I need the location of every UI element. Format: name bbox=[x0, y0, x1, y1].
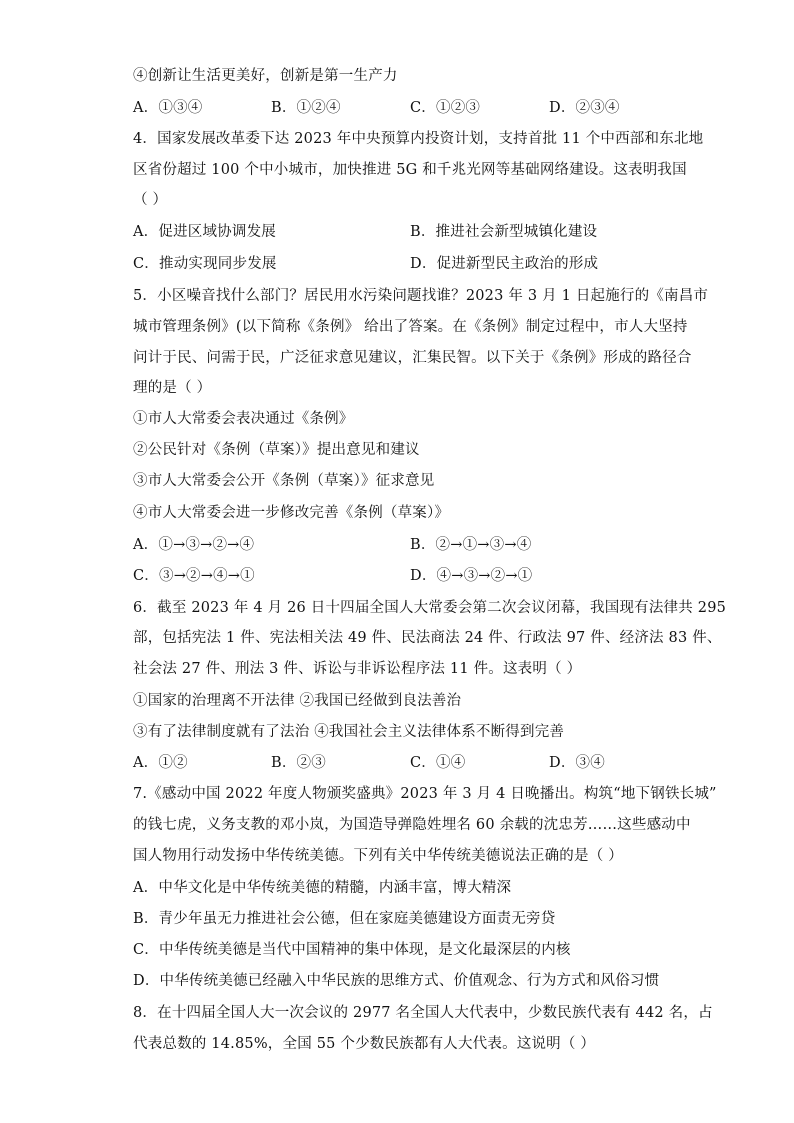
q7-stem-line-3: 国人物用行动发扬中华传统美德。下列有关中华传统美德说法正确的是（ ） bbox=[133, 848, 623, 864]
q6-option-c: C．①④ bbox=[410, 755, 466, 771]
q7-stem-line-1: 7.《感动中国 2022 年度人物颁奖盛典》2023 年 3 月 4 日晚播出。构筑“地下钢铁长城” bbox=[133, 786, 717, 802]
q6-stem-line-1: 6．截至 2023 年 4 月 26 日十四届全国人大常委会第二次会议闭幕，我国现有法律共 295 bbox=[133, 600, 727, 616]
q6-option-d: D．③④ bbox=[549, 755, 605, 771]
q4-answer-bracket: （ ） bbox=[133, 192, 168, 208]
q5-stem-line-1: 5．小区噪音找什么部门？居民用水污染问题找谁？2023 年 3 月 1 日起施行的《南昌市 bbox=[133, 288, 709, 304]
q7-stem-line-2: 的钱七虎，义务支教的邓小岚，为国造导弹隐姓埋名 60 余载的沈忠芳……这些感动中 bbox=[133, 817, 691, 833]
q3-option-c: C．①②③ bbox=[410, 100, 481, 116]
q4-stem-line-2: 区省份超过 100 个中小城市，加快推进 5G 和千兆光网等基础网络建设。这表明我国 bbox=[133, 162, 687, 178]
q6-stem-line-2: 部，包括宪法 1 件、宪法相关法 49 件、民法商法 24 件、行政法 97 件、经济法 83 件、 bbox=[133, 630, 722, 646]
q5-option-c: C．③→②→④→① bbox=[133, 568, 255, 584]
q5-item-1: ①市人大常委会表决通过《条例》 bbox=[133, 411, 354, 427]
q5-stem-line-4: 理的是（ ） bbox=[133, 380, 212, 396]
q5-option-b: B．②→①→③→④ bbox=[410, 537, 532, 553]
q6-stem-line-3: 社会法 27 件、刑法 3 件、诉讼与非诉讼程序法 11 件。这表明（ ） bbox=[133, 661, 582, 677]
q7-option-d: D．中华传统美德已经融入中华民族的思维方式、价值观念、行为方式和风俗习惯 bbox=[133, 973, 660, 989]
q7-option-b: B．青少年虽无力推进社会公德，但在家庭美德建设方面责无旁贷 bbox=[133, 911, 556, 927]
q7-option-a: A．中华文化是中华传统美德的精髓，内涵丰富，博大精深 bbox=[133, 880, 512, 896]
q5-option-d: D．④→③→②→① bbox=[410, 568, 533, 584]
q5-item-2: ②公民针对《条例（草案）》提出意见和建议 bbox=[133, 442, 420, 458]
q6-items-line-1: ①国家的治理离不开法律 ②我国已经做到良法善治 bbox=[133, 693, 462, 709]
q5-option-a: A．①→③→②→④ bbox=[133, 537, 255, 553]
q6-option-b: B．②③ bbox=[271, 755, 326, 771]
q8-stem-line-1: 8．在十四届全国人大一次会议的 2977 名全国人大代表中，少数民族代表有 442 名，占 bbox=[133, 1005, 713, 1021]
q5-item-4: ④市人大常委会进一步修改完善《条例（草案）》 bbox=[133, 505, 450, 521]
q6-option-a: A．①② bbox=[133, 755, 188, 771]
q5-stem-line-2: 城市管理条例》(以下简称《条例》 给出了答案。在《条例》制定过程中，市人大坚持 bbox=[133, 319, 688, 335]
q5-stem-line-3: 问计于民、问需于民，广泛征求意见建议，汇集民智。以下关于《条例》形成的路径合 bbox=[133, 350, 692, 366]
q8-stem-line-2: 代表总数的 14.85%，全国 55 个少数民族都有人大代表。这说明（ ） bbox=[133, 1036, 596, 1052]
q4-option-a: A．促进区域协调发展 bbox=[133, 224, 276, 240]
q4-stem-line-1: 4．国家发展改革委下达 2023 年中央预算内投资计划，支持首批 11 个中西部和东北地 bbox=[133, 131, 704, 147]
q3-option-b: B．①②④ bbox=[271, 100, 341, 116]
q5-item-3: ③市人大常委会公开《条例（草案）》征求意见 bbox=[133, 473, 435, 489]
q3-item-4: ④创新让生活更美好，创新是第一生产力 bbox=[133, 68, 398, 84]
q3-option-d: D．②③④ bbox=[549, 100, 620, 116]
q4-option-c: C．推动实现同步发展 bbox=[133, 256, 277, 272]
q6-items-line-2: ③有了法律制度就有了法治 ④我国社会主义法律体系不断得到完善 bbox=[133, 724, 565, 740]
q3-option-a: A．①③④ bbox=[133, 100, 203, 116]
q4-option-b: B．推进社会新型城镇化建设 bbox=[410, 224, 598, 240]
q4-option-d: D．促进新型民主政治的形成 bbox=[410, 256, 599, 272]
q7-option-c: C．中华传统美德是当代中国精神的集中体现，是文化最深层的内核 bbox=[133, 942, 571, 958]
